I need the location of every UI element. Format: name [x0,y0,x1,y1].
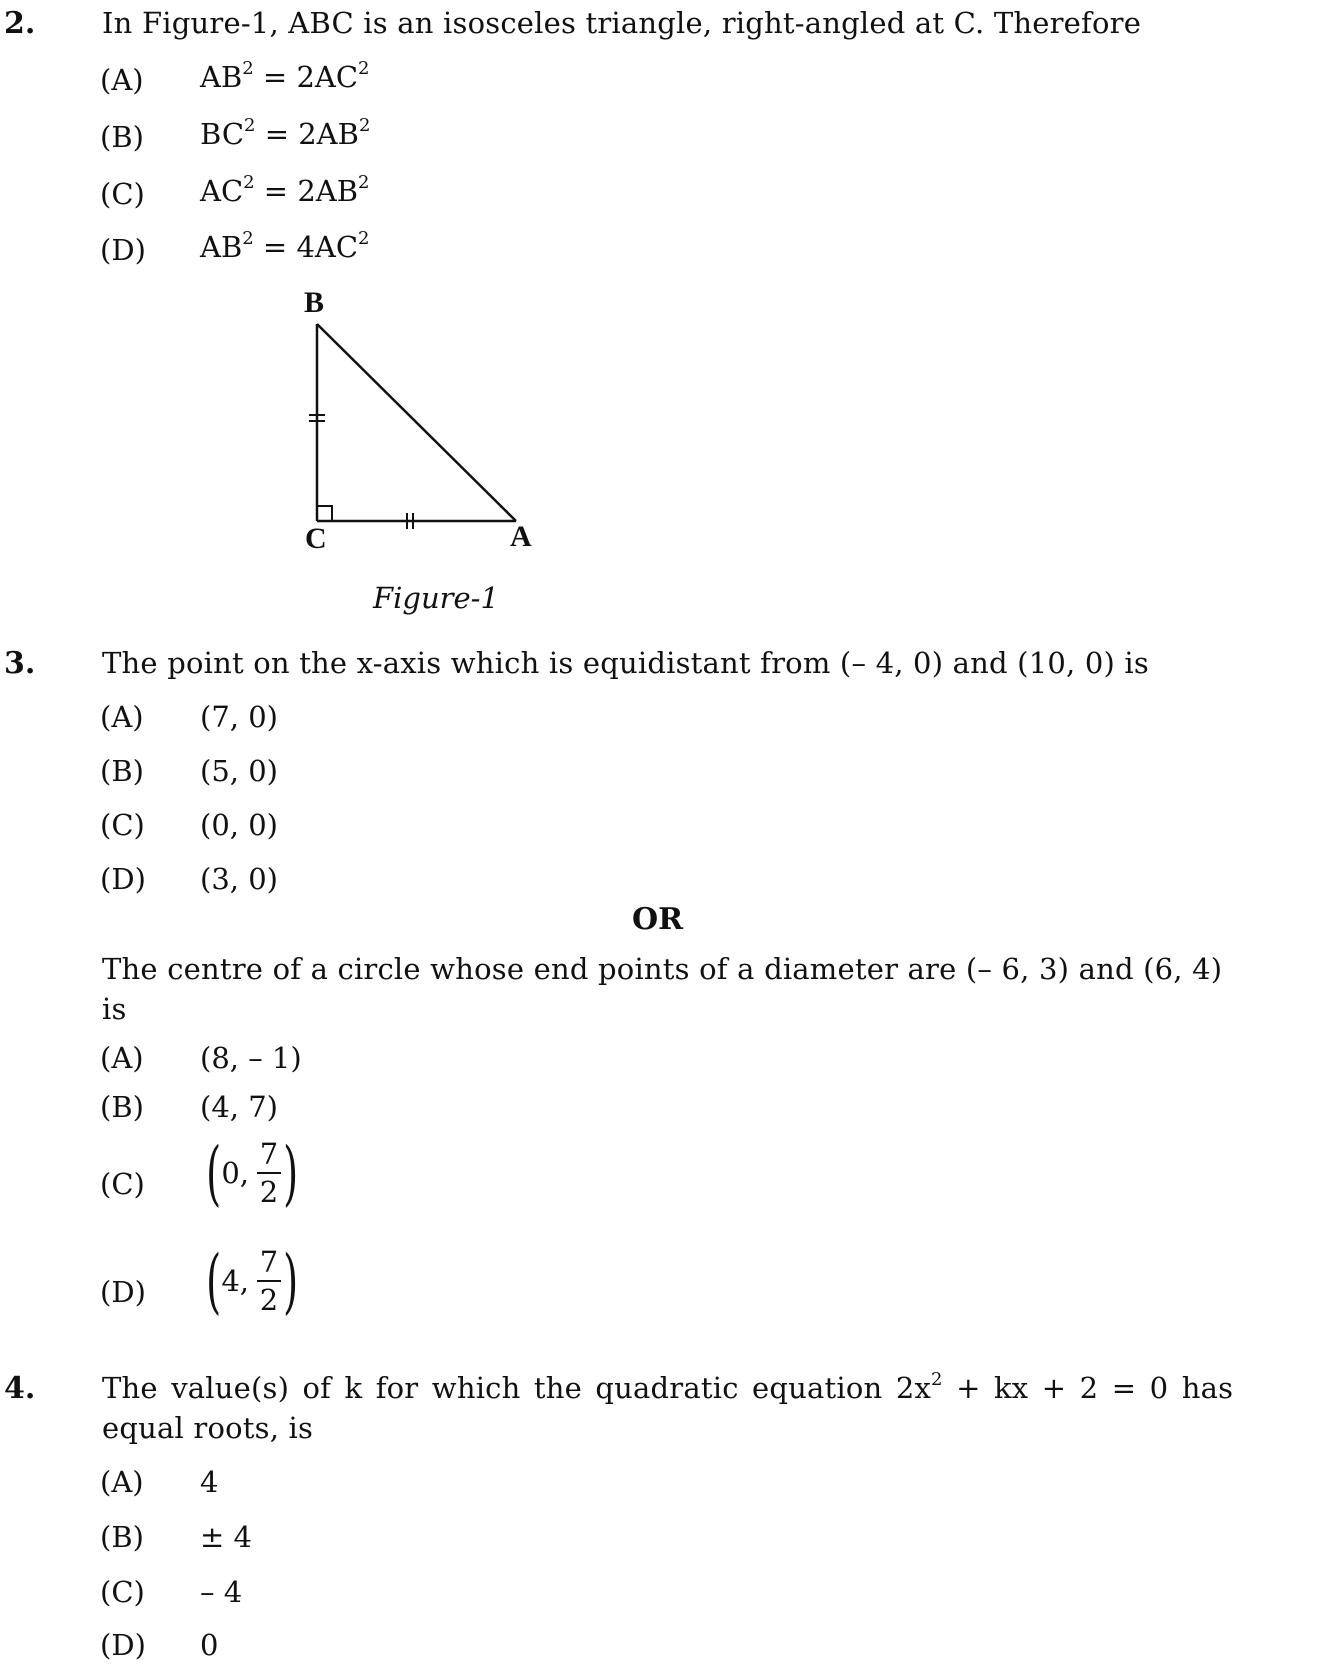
q3-alt-option-d-value: ( 4, $\frac{7}{2}$ ) [206,1240,299,1322]
question-3-alt-text: The centre of a circle whose end points of a diameter are (– 6, 3) and (6, 4) [102,952,1223,986]
question-2-number: 2. [4,6,36,41]
or-separator: OR [632,902,684,937]
question-4-text: The value(s) of k for which the quadratic equation $2x^2$ + kx + 2 = 0 has [102,1368,1234,1405]
q3-option-d-label: (D) [100,862,146,896]
question-2-text: In Figure-1, ABC is an isosceles triangle, right-angled at C. Therefore [102,6,1142,40]
q2-option-a-value: $AB^2 = 2AC^2$ [200,57,370,94]
q3-alt-option-c-value: ( 0, $\frac{7}{2}$ ) [206,1132,299,1214]
q3-alt-option-b-value: (4, 7) [200,1090,278,1124]
figure-caption: Figure-1 [373,581,499,615]
q4-option-c-label: (C) [100,1575,145,1609]
q2-option-c-label: (C) [100,177,145,211]
question-3-text: The point on the x-axis which is equidistant from (– 4, 0) and (10, 0) is [102,646,1149,680]
q3-option-b-label: (B) [100,754,144,788]
q2-option-b-label: (B) [100,120,144,154]
question-3-alt-text-line2: is [102,992,127,1026]
vertex-label-c: C [305,522,327,555]
question-3-number: 3. [4,646,36,681]
q2-option-d-value: $AB^2 = 4AC^2$ [200,227,370,264]
q2-option-c-value: $AC^2 = 2AB^2$ [200,171,370,208]
q2-option-b-value: $BC^2 = 2AB^2$ [200,114,371,151]
q3-option-d-value: (3, 0) [200,862,278,896]
q4-option-d-label: (D) [100,1628,146,1662]
triangle-figure [260,280,560,560]
q3-option-c-value: (0, 0) [200,808,278,842]
q4-option-d-value: 0 [200,1628,219,1662]
q2-option-a-label: (A) [100,63,144,97]
q3-alt-option-b-label: (B) [100,1090,144,1124]
q4-option-c-value: – 4 [200,1575,243,1609]
q3-alt-option-d-label: (D) [100,1275,146,1309]
q2-option-d-label: (D) [100,233,146,267]
q4-option-b-value: ± 4 [200,1520,252,1554]
q3-option-c-label: (C) [100,808,145,842]
vertex-label-b: B [304,286,325,319]
q4-option-b-label: (B) [100,1520,144,1554]
right-angle-mark [317,506,332,521]
q4-option-a-label: (A) [100,1465,144,1499]
q3-option-a-value: (7, 0) [200,700,278,734]
question-4-number: 4. [4,1371,36,1406]
question-4-text-line2: equal roots, is [102,1411,314,1445]
q3-option-b-value: (5, 0) [200,754,278,788]
q4-option-a-value: 4 [200,1465,219,1499]
vertex-label-a: A [510,520,532,553]
q3-alt-option-c-label: (C) [100,1167,145,1201]
side-ab [317,324,516,521]
q3-alt-option-a-value: (8, – 1) [200,1041,302,1075]
q3-alt-option-a-label: (A) [100,1041,144,1075]
q3-option-a-label: (A) [100,700,144,734]
